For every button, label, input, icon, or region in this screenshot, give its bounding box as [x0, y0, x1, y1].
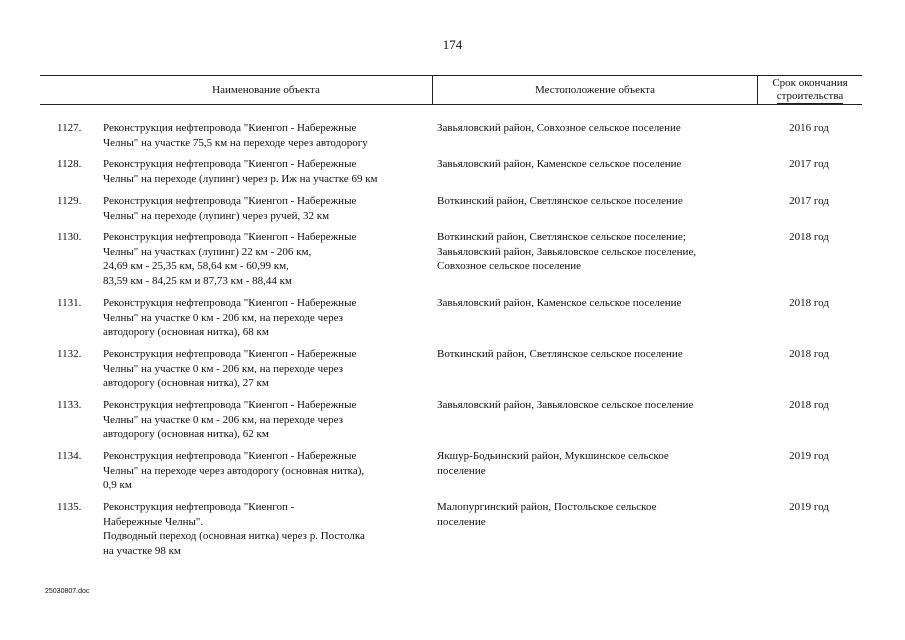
- header-location: Местоположение объекта: [535, 83, 655, 96]
- header-deadline-line2: строительства: [776, 89, 844, 102]
- deadline-year: 2016 год: [789, 122, 829, 134]
- deadline-year: 2017 год: [789, 195, 829, 207]
- deadline-year: 2017 год: [789, 158, 829, 170]
- header-deadline-line1: Срок окончания: [772, 76, 848, 89]
- object-location: Завьяловский район, Совхозное сельское поселение: [437, 122, 681, 134]
- object-location: Завьяловский район, Каменское сельское поселение: [437, 297, 682, 309]
- row-number: 1132.: [57, 348, 82, 360]
- row-number: 1133.: [57, 399, 82, 411]
- header-name: Наименование объекта: [212, 83, 320, 96]
- header-bottom-rule: [40, 104, 862, 105]
- object-name: Реконструкция нефтепровода "Киенгоп - Набережные Челны". Подводный переход (основная нитка) через р. Постолка на участке 98 км: [103, 501, 365, 557]
- row-number: 1129.: [57, 195, 82, 207]
- object-location: Воткинский район, Светлянское сельское поселение: [437, 348, 683, 360]
- deadline-year: 2019 год: [789, 501, 829, 513]
- object-location: Якшур-Бодьинский район, Мукшинское сельское поселение: [437, 450, 669, 477]
- page-number: 174: [442, 37, 463, 52]
- object-name: Реконструкция нефтепровода "Киенгоп - Набережные Челны" на переходе (лупинг) через ручей, 32 км: [103, 195, 357, 222]
- object-location: Завьяловский район, Каменское сельское поселение: [437, 158, 682, 170]
- header-deadline: [758, 76, 862, 104]
- object-name: Реконструкция нефтепровода "Киенгоп - Набережные Челны" на переходе (лупинг) через р. Иж на участке 69 км: [103, 158, 378, 185]
- object-name: Реконструкция нефтепровода "Киенгоп - Набережные Челны" на участке 75,5 км на переходе через автодорогу: [103, 122, 368, 149]
- deadline-year: 2018 год: [789, 348, 829, 360]
- row-number: 1131.: [57, 297, 82, 309]
- row-number: 1130.: [57, 231, 82, 243]
- object-location: Воткинский район, Светлянское сельское поселение; Завьяловский район, Завьяловское сельское поселение, Совхозное сельское поселение: [437, 231, 697, 272]
- deadline-year: 2018 год: [789, 399, 829, 411]
- deadline-year: 2019 год: [789, 450, 829, 462]
- object-location: Завьяловский район, Завьяловское сельское поселение: [437, 399, 694, 411]
- object-name: Реконструкция нефтепровода "Киенгоп - Набережные Челны" на участках (лупинг) 22 км - 206 км, 24,69 км - 25,35 км, 58,64 км - 60,99 км, 83,59 км - 84,25 км и 87,73 км - 88,44 км: [103, 231, 357, 287]
- deadline-year: 2018 год: [789, 231, 829, 243]
- object-location: Воткинский район, Светлянское сельское поселение: [437, 195, 683, 207]
- row-number: 1128.: [57, 158, 82, 170]
- row-number: 1127.: [57, 122, 82, 134]
- object-location: Малопургинский район, Постольское сельское поселение: [437, 501, 657, 528]
- object-name: Реконструкция нефтепровода "Киенгоп - Набережные Челны" на участке 0 км - 206 км, на переходе через автодорогу (основная нитка), 27 км: [103, 348, 357, 389]
- row-number: 1134.: [57, 450, 82, 462]
- object-name: Реконструкция нефтепровода "Киенгоп - Набережные Челны" на участке 0 км - 206 км, на переходе через автодорогу (основная нитка), 62 км: [103, 399, 357, 440]
- object-name: Реконструкция нефтепровода "Киенгоп - Набережные Челны" на участке 0 км - 206 км, на переходе через автодорогу (основная нитка), 68 км: [103, 297, 357, 338]
- deadline-year: 2018 год: [789, 297, 829, 309]
- object-name: Реконструкция нефтепровода "Киенгоп - Набережные Челны" на переходе через автодорогу (основная нитка), 0,9 км: [103, 450, 365, 491]
- document-code: 25030807.doc: [45, 588, 90, 595]
- row-number: 1135.: [57, 501, 82, 513]
